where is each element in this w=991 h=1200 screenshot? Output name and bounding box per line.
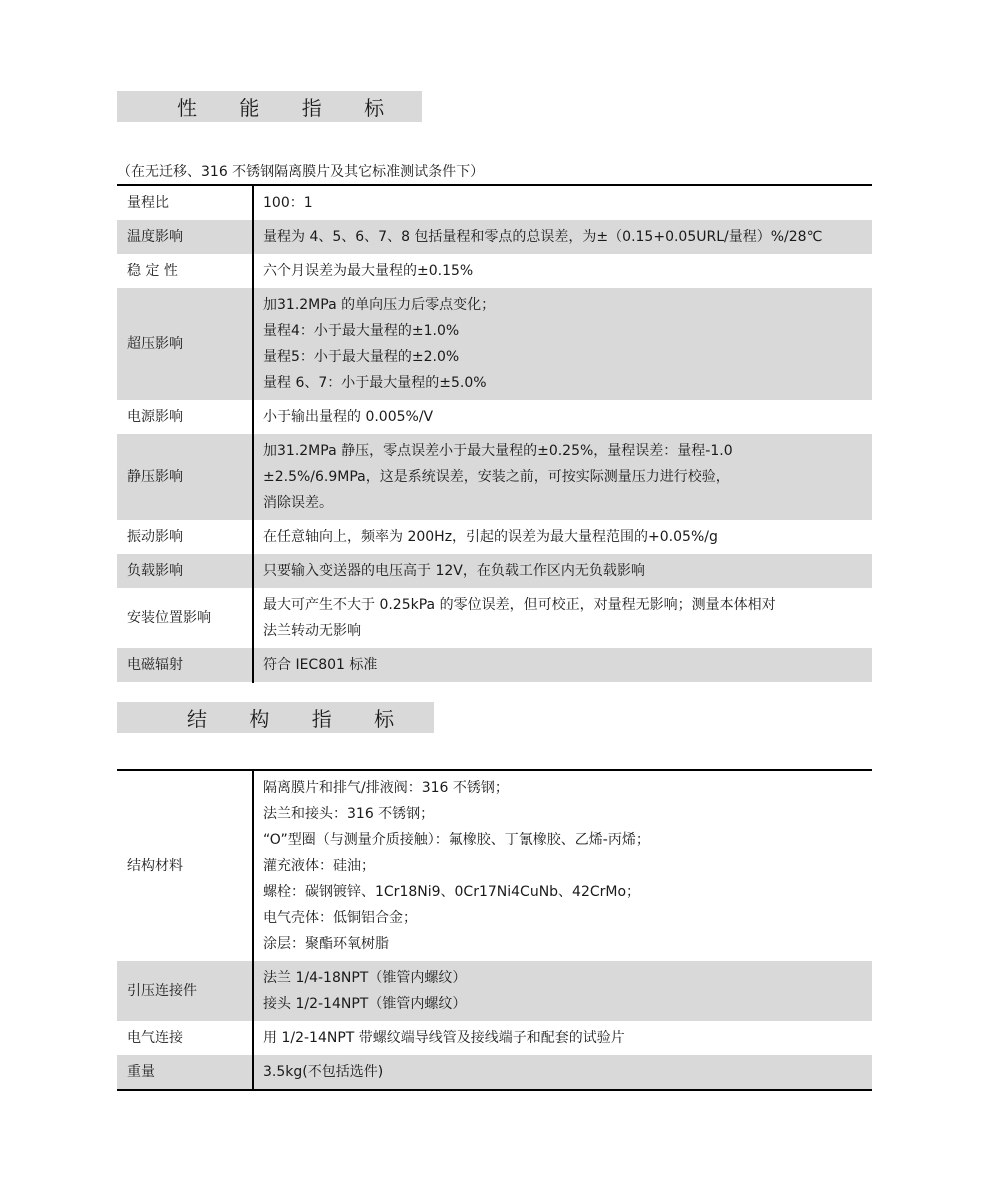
- value-line: 接头 1/2-14NPT（锥管内螺纹）: [263, 996, 467, 1012]
- table-row: [117, 588, 872, 648]
- performance-heading: 性 能 指 标: [177, 96, 403, 120]
- performance-heading-banner: [117, 91, 422, 122]
- value-line: 量程5：小于最大量程的±2.0%: [263, 349, 460, 365]
- value-line: 3.5kg(不包括选件): [263, 1064, 384, 1080]
- row-value: [253, 254, 872, 288]
- value-line: 量程为 4、5、6、7、8 包括量程和零点的总误差，为±（0.15+0.05URL/量程）%/28℃: [263, 229, 823, 245]
- row-value: [253, 185, 872, 220]
- value-line: 符合 IEC801 标准: [263, 657, 378, 673]
- table-row: [117, 434, 872, 520]
- value-line: 加31.2MPa 静压，零点误差小于最大量程的±0.25%，量程误差：量程-1.0: [263, 443, 733, 459]
- row-label: 负载影响: [117, 554, 253, 588]
- value-line: 小于输出量程的 0.005%/V: [263, 409, 434, 425]
- table-row: [117, 961, 872, 1021]
- table-row: [117, 1021, 872, 1055]
- row-value: [253, 1021, 872, 1055]
- table-row: [117, 648, 872, 683]
- test-conditions-note: （在无迁移、316 不锈钢隔离膜片及其它标准测试条件下）: [117, 164, 485, 180]
- table-row: [117, 400, 872, 434]
- row-label: 电源影响: [117, 400, 253, 434]
- row-value: [253, 770, 872, 961]
- value-line: 电气壳体：低铜铝合金；: [263, 910, 417, 926]
- performance-table: [117, 184, 872, 683]
- table-row: [117, 220, 872, 254]
- table-row: [117, 520, 872, 554]
- value-line: 法兰和接头：316 不锈钢；: [263, 806, 435, 822]
- table-row: [117, 185, 872, 220]
- row-label: 重量: [117, 1055, 253, 1090]
- row-label: 振动影响: [117, 520, 253, 554]
- value-line: 消除误差。: [263, 495, 333, 511]
- row-label: 超压影响: [117, 288, 253, 400]
- value-line: 灌充液体：硅油；: [263, 858, 375, 874]
- value-line: 100：1: [263, 195, 313, 211]
- value-line: 六个月误差为最大量程的±0.15%: [263, 263, 474, 279]
- structure-heading-banner: [117, 702, 434, 733]
- row-label: 稳 定 性: [117, 254, 253, 288]
- value-line: 隔离膜片和排气/排液阀：316 不锈钢；: [263, 780, 509, 796]
- row-value: [253, 288, 872, 400]
- row-label: 电气连接: [117, 1021, 253, 1055]
- value-line: 法兰 1/4-18NPT（锥管内螺纹）: [263, 970, 467, 986]
- value-line: 只要输入变送器的电压高于 12V，在负载工作区内无负载影响: [263, 563, 645, 579]
- table-row: [117, 554, 872, 588]
- row-label: 量程比: [117, 185, 253, 220]
- value-line: 加31.2MPa 的单向压力后零点变化；: [263, 297, 496, 313]
- row-value: [253, 520, 872, 554]
- row-value: [253, 554, 872, 588]
- structure-table: [117, 769, 872, 1091]
- row-value: [253, 648, 872, 683]
- row-value: [253, 434, 872, 520]
- value-line: 螺栓：碳钢镀锌、1Cr18Ni9、0Cr17Ni4CuNb、42CrMo；: [263, 884, 641, 900]
- row-label: 电磁辐射: [117, 648, 253, 683]
- row-value: [253, 400, 872, 434]
- value-line: 量程 6、7：小于最大量程的±5.0%: [263, 375, 487, 391]
- row-value: [253, 1055, 872, 1090]
- structure-heading: 结 构 指 标: [187, 707, 413, 731]
- table-row: [117, 1055, 872, 1090]
- row-label: 安装位置影响: [117, 588, 253, 648]
- value-line: 法兰转动无影响: [263, 623, 361, 639]
- row-label: 温度影响: [117, 220, 253, 254]
- value-line: 量程4：小于最大量程的±1.0%: [263, 323, 460, 339]
- table-row: [117, 770, 872, 961]
- value-line: “O”型圈（与测量介质接触）：氟橡胶、丁氰橡胶、乙烯-丙烯；: [263, 832, 650, 848]
- table-row: [117, 254, 872, 288]
- row-label: 结构材料: [117, 770, 253, 961]
- value-line: 涂层：聚酯环氧树脂: [263, 936, 389, 952]
- value-line: 用 1/2-14NPT 带螺纹端导线管及接线端子和配套的试验片: [263, 1030, 625, 1046]
- row-value: [253, 961, 872, 1021]
- value-line: 最大可产生不大于 0.25kPa 的零位误差，但可校正，对量程无影响；测量本体相对: [263, 597, 776, 613]
- row-label: 引压连接件: [117, 961, 253, 1021]
- value-line: 在任意轴向上，频率为 200Hz，引起的误差为最大量程范围的+0.05%/g: [263, 529, 718, 545]
- row-value: [253, 220, 872, 254]
- row-value: [253, 588, 872, 648]
- table-row: [117, 288, 872, 400]
- row-label: 静压影响: [117, 434, 253, 520]
- value-line: ±2.5%/6.9MPa，这是系统误差，安装之前，可按实际测量压力进行校验，: [263, 469, 730, 485]
